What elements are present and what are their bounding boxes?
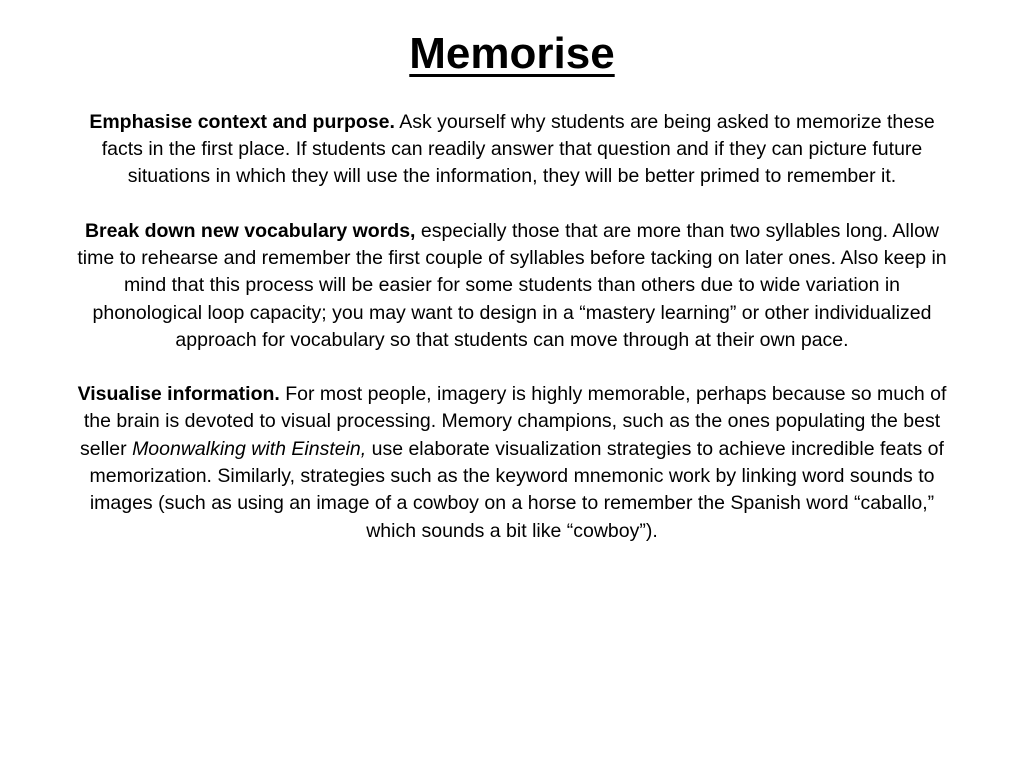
paragraph-visualise	[70, 381, 954, 545]
paragraph-context-purpose	[70, 109, 954, 191]
paragraph-body: especially those that are more than two syllables long. Allow time to rehearse and remember the first couple of syllables before tacking on later ones. Also keep in mind that this process will be easier for some students than others due to wide variation in phonological loop capacity; you may want to design in a “mastery learning” or other individualized approach for vocabulary so that students can move through at their own pace.	[77, 219, 947, 351]
paragraph-body: For most people, imagery is highly memorable, perhaps because so much of the brain is devoted to visual processing. Memory champions, such as the ones populating the best seller	[80, 383, 947, 460]
paragraph-lead: Visualise information.	[77, 383, 280, 406]
book-title: Moonwalking with Einstein,	[132, 437, 367, 460]
paragraph-vocabulary	[70, 218, 954, 354]
slide-title: Memorise	[409, 29, 615, 78]
paragraph-lead: Emphasise context and purpose.	[89, 110, 395, 133]
paragraph-body: Ask yourself why students are being asked to memorize these facts in the first place. If students can readily answer that question and if they can picture future situations in which they will use the information, they will be better primed to remember it.	[101, 110, 935, 188]
paragraph-body-continued: use elaborate visualization strategies to achieve incredible feats of memorization. Similarly, strategies such as the keyword mnemonic work by linking word sounds to images (such as using an image of a cowboy on a horse to remember the Spanish word “caballo,” which sounds a bit like “cowboy”).	[89, 437, 944, 542]
paragraph-lead: Break down new vocabulary words,	[84, 219, 416, 242]
